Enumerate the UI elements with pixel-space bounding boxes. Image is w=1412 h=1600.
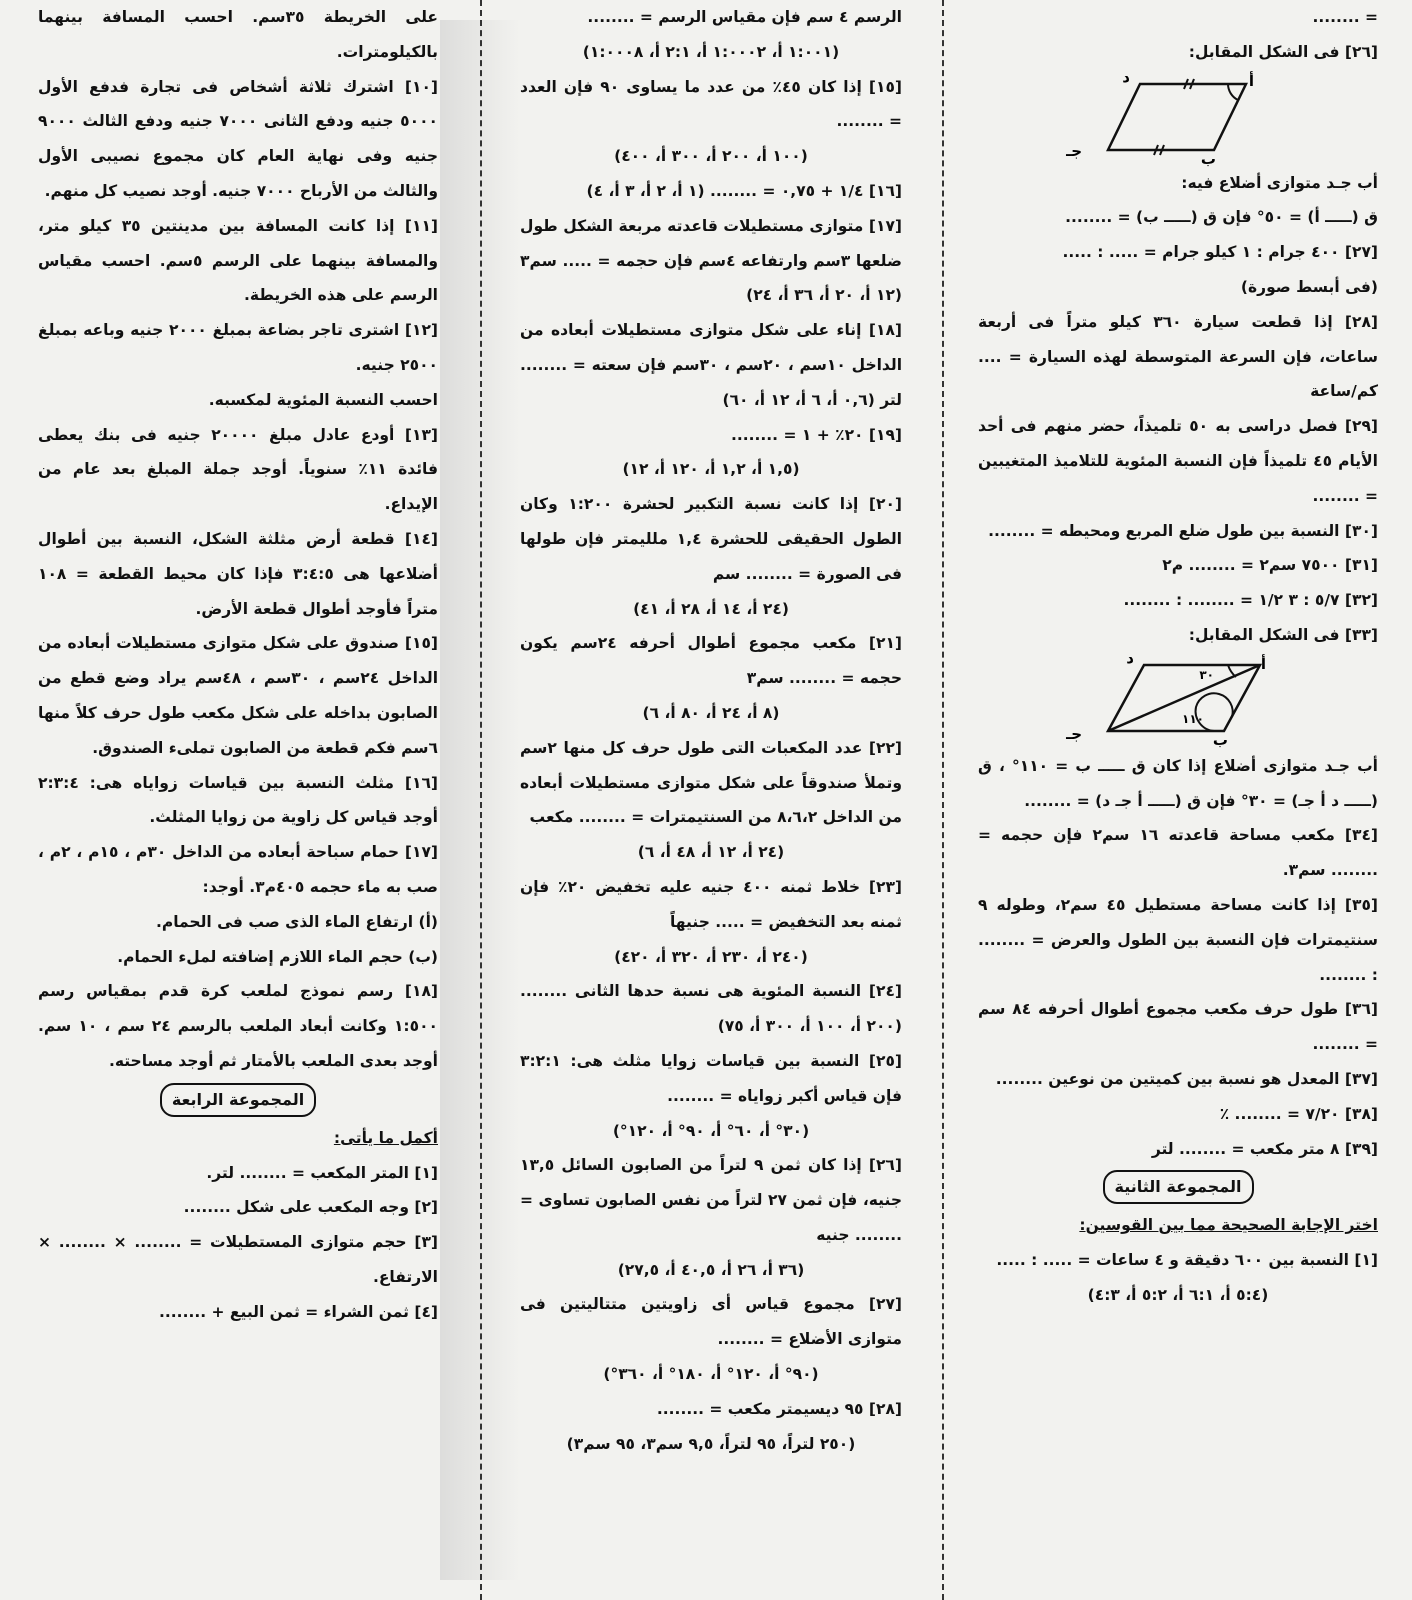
- group2-instruction: اختر الإجابة الصحيحة مما بين القوسين:: [1079, 1216, 1378, 1235]
- angle-30-label: ٣٠: [1199, 667, 1214, 682]
- label-a: أ: [1248, 71, 1254, 90]
- mid-options: (١٠٠ أ، ٢٠٠ أ، ٣٠٠ أ، ٤٠٠): [614, 147, 808, 166]
- mid-item: [٢١] مكعب مجموع أطوال أحرفه ٢٤سم يكون حجمه = ........ سم٣: [520, 634, 902, 688]
- group4-item: [٢] وجه المكعب على شكل ........: [183, 1198, 438, 1217]
- mid-item: [٢٥] النسبة بين قياسات زوايا مثلث هى: ٣:٢:١ فإن قياس أكبر زواياه = ........: [520, 1051, 902, 1105]
- left-item: [١٠] اشترك ثلاثة أشخاص فى تجارة فدفع الأول ٥٠٠٠ جنيه ودفع الثانى ٧٠٠٠ جنيه ودفع الثالث ٩٠٠٠ جنيه وفى نهاية العام كان مجموع نصيبى الأول والثالث من الأرباح ٧٠٠٠ جنيه. أوجد نصيب كل منهم.: [38, 77, 438, 200]
- mid-options: (٣٠° أ، ٦٠° أ، ٩٠° أ، ١٢٠°): [612, 1121, 810, 1140]
- mid-item: [١٨] إناء على شكل متوازى مستطيلات أبعاده من الداخل ١٠سم ، ٢٠سم ، ٣٠سم فإن سعته = ........ لتر (٠,٦ أ، ٦ أ، ١٢ أ، ٦٠): [520, 321, 903, 409]
- right-item: أب جـد متوازى أضلاع إذا كان ق ـــــ ب = ١١٠° ، ق (ـــــ د أ جـ) = ٣٠° فإن ق (ـــــ أ جـ د) = ........: [978, 756, 1378, 810]
- group4-title: المجموعة الرابعة: [160, 1083, 316, 1117]
- group2-title: المجموعة الثانية: [1103, 1170, 1254, 1204]
- group4-item: [١] المتر المكعب = ........ لتر.: [206, 1163, 438, 1182]
- mid-options: (١:٠٠١ أ، ١:٠٠٠٢ أ، ٢:١ أ، ١:٠٠٠٨): [582, 42, 840, 61]
- right-item: [٣٣] فى الشكل المقابل:: [1188, 625, 1378, 644]
- label-jeem: جـ: [1066, 724, 1082, 743]
- mid-options: (٢٤ أ، ١٤ أ، ٢٨ أ، ٤١): [633, 599, 789, 618]
- left-column: [38, 0, 438, 1600]
- label-a: أ: [1260, 654, 1266, 673]
- right-item: [٢٧] ٤٠٠ جرام : ١ كيلو جرام = ..... : .....: [1062, 243, 1378, 262]
- right-item: [٢٩] فصل دراسى به ٥٠ تلميذاً، حضر منهم فى أحد الأيام ٤٥ تلميذاً فإن النسبة المئوية للتلاميذ المتغيبين = ........: [978, 417, 1378, 505]
- column-divider: [942, 0, 944, 1600]
- group4-instruction: أكمل ما يأتى:: [333, 1128, 438, 1147]
- mid-options: (٢٥٠ لتراً، ٩٥ لتراً، ٩,٥ سم٣، ٩٥ سم٣): [566, 1434, 856, 1453]
- mid-item: [١٦] ١/٤ + ٠,٧٥ = ........ (١ أ، ٢ أ، ٣ أ، ٤): [586, 181, 902, 200]
- mid-item: [٢٨] ٩٥ ديسيمتر مكعب = ........: [656, 1399, 902, 1418]
- left-item: [١٦] مثلث النسبة بين قياسات زواياه هى: ٢:٣:٤ أوجد قياس كل زاوية من زوايا المثلث.: [38, 773, 438, 827]
- right-item: [٢٦] فى الشكل المقابل:: [1188, 42, 1378, 61]
- group2-options: (٥:٤ أ، ٦:١ أ، ٥:٢ أ، ٤:٣): [1087, 1285, 1269, 1304]
- mid-item: الرسم ٤ سم فإن مقياس الرسم = ........: [587, 8, 902, 26]
- mid-item: [١٩] ٢٠٪ + ١ = ........: [730, 425, 902, 444]
- left-item: [١٢] اشترى تاجر بضاعة بمبلغ ٢٠٠٠ جنيه وباعه بمبلغ ٢٥٠٠ جنيه.: [38, 321, 438, 374]
- left-item: [١١] إذا كانت المسافة بين مدينتين ٣٥ كيلو متر، والمسافة بينهما على الرسم ٥سم. احسب مقياس الرسم على هذه الخريطة.: [38, 216, 439, 305]
- left-item: [١٧] حمام سباحة أبعاده من الداخل ٣٠م ، ١٥م ، ٢م ، صب به ماء حجمه ٤٠٥م٣. أوجد:: [38, 843, 438, 896]
- right-column: [978, 0, 1378, 1600]
- mid-item: [٢٧] مجموع قياس أى زاويتين متتاليتين فى متوازى الأضلاع = ........: [520, 1295, 902, 1349]
- mid-item: [٢٣] خلاط ثمنه ٤٠٠ جنيه عليه تخفيض ٢٠٪ فإن ثمنه بعد التخفيض = ..... جنيهاً: [520, 877, 902, 931]
- right-item: [٣٤] مكعب مساحة قاعدته ١٦ سم٢ فإن حجمه = ........ سم٣.: [978, 826, 1378, 880]
- mid-options: (٩٠° أ، ١٢٠° أ، ١٨٠° أ، ٣٦٠°): [603, 1365, 819, 1384]
- label-jeem: جـ: [1066, 141, 1082, 160]
- group4-item: [٤] ثمن الشراء = ثمن البيع + ........: [159, 1302, 438, 1321]
- column-divider: [480, 0, 482, 1600]
- parallelogram-figure-1: [978, 67, 1378, 168]
- left-item: احسب النسبة المئوية لمكسبه.: [208, 390, 438, 409]
- right-item: [٢٨] إذا قطعت سيارة ٣٦٠ كيلو متراً فى أربعة ساعات، فإن السرعة المتوسطة لهذه السيارة = .... كم/ساعة: [978, 312, 1379, 401]
- right-item: = ........: [1312, 8, 1378, 26]
- mid-item: [٢٦] إذا كان ثمن ٩ لتراً من الصابون السائل ١٣,٥ جنيه، فإن ثمن ٢٧ لتراً من نفس الصابون تساوى = ........ جنيه: [520, 1156, 902, 1244]
- parallelogram-shape-1: [1066, 67, 1278, 168]
- mid-item: [٢٠] إذا كانت نسبة التكبير لحشرة ١:٢٠٠ وكان الطول الحقيقى للحشرة ١,٤ ملليمتر فإن طولها فى الصورة = ........ سم: [520, 495, 902, 583]
- label-b: ب: [1200, 149, 1216, 168]
- right-item: [٣٠] النسبة بين طول ضلع المربع ومحيطه = ........: [988, 521, 1378, 540]
- mid-item: [٢٢] عدد المكعبات التى طول حرف كل منها ٢سم وتملأ صندوقاً على شكل متوازى مستطيلات أبعاده من الداخل ٨،٦،٢ من السنتيمترات = ........ مكعب: [520, 738, 902, 827]
- mid-options: (٢٤٠ أ، ٢٣٠ أ، ٣٢٠ أ، ٤٢٠): [614, 947, 808, 966]
- right-item: [٣٥] إذا كانت مساحة مستطيل ٤٥ سم٢، وطوله ٩ سنتيمترات فإن النسبة بين الطول والعرض = ........ : ........: [978, 895, 1379, 984]
- right-item: [٣٩] ٨ متر مكعب = ........ لتر: [1151, 1139, 1378, 1158]
- left-item: على الخريطة ٣٥سم. احسب المسافة بينهما بالكيلومترات.: [38, 8, 438, 61]
- middle-column: [520, 0, 902, 1600]
- left-item: [١٨] رسم نموذج لملعب كرة قدم بمقياس رسم ١:٥٠٠ وكانت أبعاد الملعب بالرسم ٢٤ سم ، ١٠ سم. أوجد بعدى الملعب بالأمتار ثم أوجد مساحته.: [38, 982, 438, 1070]
- right-item: [٣٢] ٥/٧ : ٣ ١/٢ = ........ : ........: [1123, 591, 1378, 610]
- right-item: ق (ـــــ أ) = ٥٠° فإن ق (ـــــ ب) = ........: [1065, 208, 1378, 227]
- parallelogram-shape-2: [1066, 648, 1288, 749]
- left-item: (ب) حجم الماء اللازم إضافته لملء الحمام.: [117, 947, 438, 966]
- left-item: [١٣] أودع عادل مبلغ ٢٠٠٠٠ جنيه فى بنك يعطى فائدة ١١٪ سنوياً. أوجد جملة المبلغ بعد عام من الإيداع.: [38, 425, 438, 514]
- mid-options: (٢٤ أ، ١٢ أ، ٤٨ أ، ٦): [637, 843, 785, 862]
- right-item: [٣١] ٧٥٠٠ سم٢ = ........ م٢: [1162, 556, 1378, 575]
- mid-item: [١٥] إذا كان ٤٥٪ من عدد ما يساوى ٩٠ فإن العدد = ........: [520, 77, 903, 131]
- parallelogram-figure-2: [978, 648, 1378, 749]
- mid-item: [٢٤] النسبة المئوية هى نسبة حدها الثانى ........ (٢٠٠ أ، ١٠٠ أ، ٣٠٠ أ، ٧٥): [520, 982, 902, 1036]
- label-d: د: [1122, 67, 1130, 86]
- right-item: أب جـد متوازى أضلاع فيه:: [1181, 173, 1378, 192]
- right-item: (فى أبسط صورة): [1240, 277, 1378, 296]
- left-item: [١٥] صندوق على شكل متوازى مستطيلات أبعاده من الداخل ٢٤سم ، ٣٠سم ، ٤٨سم يراد وضع قطع من الصابون بداخله على شكل مكعب طول حرف كلاً منها ٦سم فكم قطعة من الصابون تملىء الصندوق.: [38, 634, 439, 757]
- left-item: [١٤] قطعة أرض مثلثة الشكل، النسبة بين أطوال أضلاعها هى ٣:٤:٥ فإذا كان محيط القطعة = ١٠٨ متراً فأوجد أطوال قطعة الأرض.: [38, 529, 438, 618]
- group2-question: [١] النسبة بين ٦٠٠ دقيقة و ٤ ساعات = ..... : .....: [996, 1251, 1378, 1270]
- mid-options: (١,٥ أ، ١,٢ أ، ١٢٠ أ، ١٢): [622, 460, 800, 479]
- right-item: [٣٦] طول حرف مكعب مجموع أطوال أحرفه ٨٤ سم = ........: [978, 1000, 1378, 1054]
- right-item: [٣٧] المعدل هو نسبة بين كميتين من نوعين ........: [995, 1069, 1378, 1088]
- mid-options: (٣٦ أ، ٢٦ أ، ٤٠,٥ أ، ٢٧,٥): [617, 1260, 805, 1279]
- mid-item: [١٧] متوازى مستطيلات قاعدته مربعة الشكل طول ضلعها ٣سم وارتفاعه ٤سم فإن حجمه = ..... سم٣ (١٢ أ، ٢٠ أ، ٣٦ أ، ٢٤): [520, 216, 902, 305]
- group4-item: [٣] حجم متوازى المستطيلات = ........ × ........ × الارتفاع.: [38, 1233, 438, 1286]
- label-b: ب: [1212, 730, 1228, 749]
- right-item: [٣٨] ٧/٢٠ = ........ ٪: [1219, 1104, 1378, 1123]
- left-item: (أ) ارتفاع الماء الذى صب فى الحمام.: [155, 912, 438, 931]
- angle-110-label: ١١٠: [1182, 711, 1204, 726]
- label-d: د: [1126, 648, 1134, 667]
- mid-options: (٨ أ، ٢٤ أ، ٨٠ أ، ٦): [642, 703, 780, 722]
